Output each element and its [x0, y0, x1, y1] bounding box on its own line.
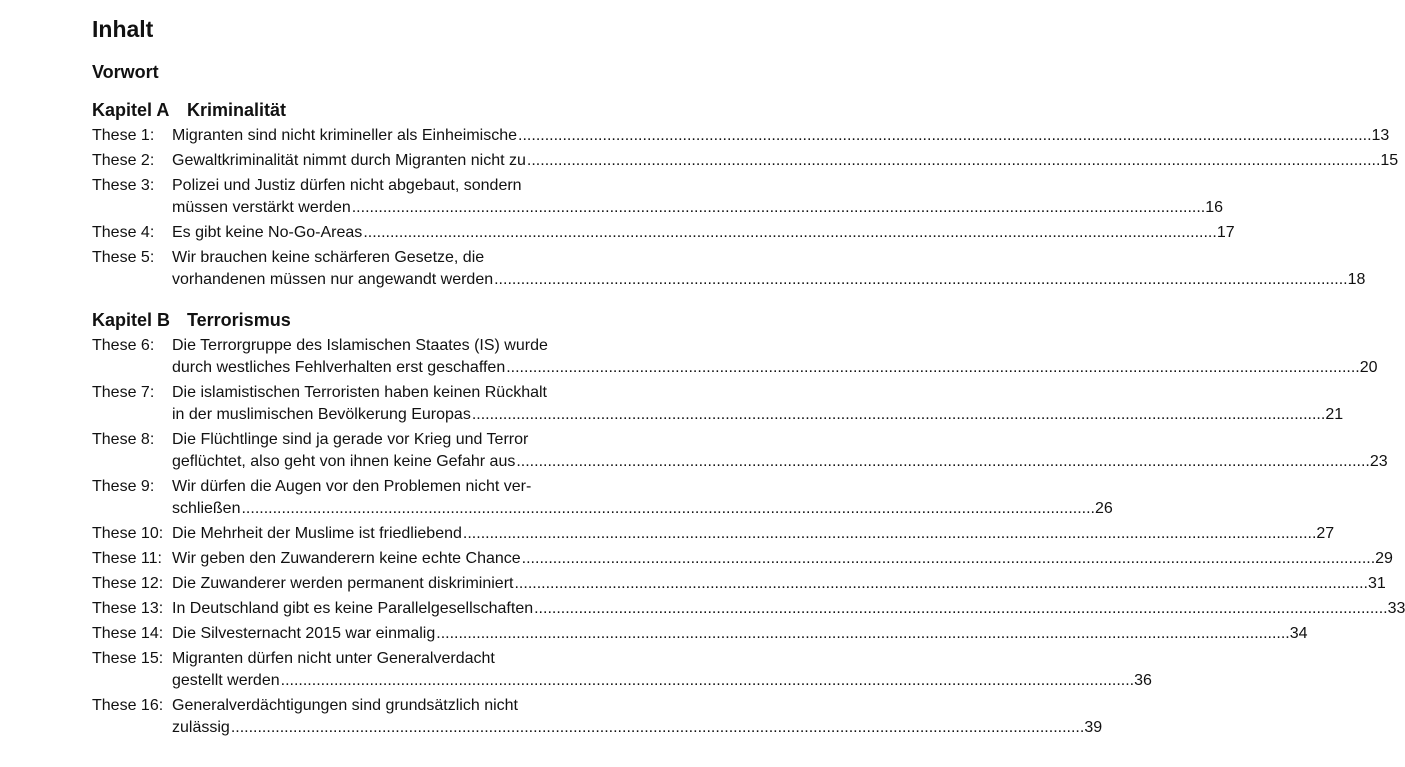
page-number: 15 [1380, 152, 1399, 169]
dot-leader [362, 222, 1217, 244]
thesis-line [172, 623, 1308, 645]
dot-leader [521, 548, 1376, 570]
thesis-line-text: Migranten dürfen nicht unter Generalverdacht [172, 650, 495, 667]
thesis-number: These 13: [92, 600, 164, 617]
chapter-number: Kapitel A [92, 100, 170, 120]
thesis-line [172, 175, 1223, 197]
chapter-title: Terrorismus [187, 310, 291, 330]
page-number: 17 [1216, 224, 1235, 241]
thesis-number: These 8: [92, 431, 155, 448]
thesis-number: These 6: [92, 337, 155, 354]
thesis-text [172, 429, 1388, 473]
thesis-text [172, 476, 1113, 520]
toc-title: Inhalt [92, 16, 154, 42]
thesis-line-text: Die islamistischen Terroristen haben keinen Rückhalt [172, 384, 547, 401]
thesis-line-text: Wir brauchen keine schärferen Gesetze, die [172, 249, 485, 266]
dot-leader [533, 598, 1388, 620]
thesis-line [172, 451, 1388, 473]
toc-entry [92, 598, 1405, 620]
thesis-line [172, 670, 1152, 692]
thesis-text [172, 573, 1386, 595]
dot-leader [515, 451, 1370, 473]
thesis-text [172, 648, 1152, 692]
page-number: 39 [1084, 719, 1103, 736]
thesis-text [172, 623, 1308, 645]
thesis-line-text: Die Silvesternacht 2015 war einmalig [172, 625, 436, 642]
toc-entry [92, 222, 1235, 244]
thesis-line [172, 382, 1343, 404]
thesis-text [172, 523, 1334, 545]
thesis-text [172, 382, 1343, 426]
thesis-line [172, 548, 1393, 570]
thesis-line [172, 573, 1386, 595]
thesis-text [172, 150, 1398, 172]
thesis-line-text: Migranten sind nicht krimineller als Einheimische [172, 127, 518, 144]
toc-entry [92, 695, 1103, 739]
thesis-line [172, 269, 1365, 291]
dot-leader [351, 197, 1206, 219]
page-number: 27 [1316, 525, 1335, 542]
page-number: 23 [1369, 453, 1388, 470]
thesis-number: These 4: [92, 224, 155, 241]
thesis-line-text: Es gibt keine No-Go-Areas [172, 224, 363, 241]
dot-leader [435, 623, 1290, 645]
page-number: 21 [1325, 406, 1344, 423]
thesis-text [172, 548, 1393, 570]
thesis-line-text: müssen verstärkt werden [172, 199, 351, 216]
thesis-number: These 7: [92, 384, 155, 401]
thesis-number: These 12: [92, 575, 164, 592]
thesis-text [172, 175, 1223, 219]
chapter-a-entries [92, 125, 1399, 294]
chapter-title: Kriminalität [187, 100, 287, 120]
page-number: 36 [1134, 672, 1152, 689]
thesis-text [172, 247, 1365, 291]
thesis-line [172, 717, 1102, 739]
toc-entry [92, 623, 1308, 645]
page-number: 31 [1367, 575, 1386, 592]
page-number: 26 [1094, 500, 1113, 517]
page-number: 20 [1359, 359, 1378, 376]
toc-entry [92, 382, 1344, 426]
thesis-line [172, 247, 1365, 269]
thesis-line-text: gestellt werden [172, 672, 280, 689]
thesis-line [172, 498, 1113, 520]
thesis-line-text: zulässig [172, 719, 230, 736]
toc-entry [92, 648, 1152, 692]
dot-leader [493, 269, 1348, 291]
page-number: 18 [1347, 271, 1366, 288]
dot-leader [505, 357, 1360, 379]
thesis-text [172, 125, 1389, 147]
thesis-line [172, 598, 1405, 620]
thesis-line-text: Gewaltkriminalität nimmt durch Migranten nicht zu [172, 152, 526, 169]
thesis-line-text: in der muslimischen Bevölkerung Europas [172, 406, 471, 423]
dot-leader [280, 670, 1135, 692]
toc-entry [92, 523, 1335, 545]
thesis-line-text: Generalverdächtigungen sind grundsätzlich nicht [172, 697, 518, 714]
toc-entry [92, 548, 1393, 570]
thesis-line [172, 357, 1378, 379]
toc-entry [92, 476, 1113, 520]
thesis-text [172, 695, 1102, 739]
toc-entry [92, 247, 1366, 291]
thesis-line-text: Die Mehrheit der Muslime ist friedliebend [172, 525, 462, 542]
thesis-line-text: geflüchtet, also geht von ihnen keine Gefahr aus [172, 453, 516, 470]
thesis-line-text: Die Zuwanderer werden permanent diskriminiert [172, 575, 514, 592]
thesis-number: These 14: [92, 625, 164, 642]
thesis-line [172, 429, 1388, 451]
thesis-line [172, 695, 1102, 717]
dot-leader [240, 498, 1095, 520]
thesis-text [172, 598, 1405, 620]
page-number: 13 [1371, 127, 1390, 144]
thesis-line-text: schließen [172, 500, 241, 517]
thesis-text [172, 222, 1235, 244]
thesis-line-text: vorhandenen müssen nur angewandt werden [172, 271, 494, 288]
thesis-line-text: Wir dürfen die Augen vor den Problemen nicht ver- [172, 478, 532, 495]
dot-leader [230, 717, 1085, 739]
thesis-text [172, 335, 1378, 379]
thesis-number: These 16: [92, 697, 164, 714]
toc-entry [92, 573, 1386, 595]
thesis-number: These 10: [92, 525, 164, 542]
toc-entry-vorwort: Vorwort [92, 62, 159, 82]
thesis-line [172, 648, 1152, 670]
chapter-number: Kapitel B [92, 310, 171, 330]
thesis-line-text: Polizei und Justiz dürfen nicht abgebaut, sondern [172, 177, 522, 194]
thesis-line [172, 335, 1378, 357]
thesis-line-text: Die Flüchtlinge sind ja gerade vor Krieg und Terror [172, 431, 529, 448]
page-number: 16 [1205, 199, 1224, 216]
toc-entry [92, 150, 1399, 172]
thesis-number: These 2: [92, 152, 155, 169]
dot-leader [517, 125, 1372, 147]
thesis-line-text: Wir geben den Zuwanderern keine echte Chance [172, 550, 521, 567]
toc-entry [92, 125, 1390, 147]
dot-leader [462, 523, 1317, 545]
thesis-line-text: Die Terrorgruppe des Islamischen Staates (IS) wurde [172, 337, 548, 354]
chapter-a-heading [92, 98, 286, 122]
page-number: 29 [1375, 550, 1393, 567]
thesis-line [172, 150, 1398, 172]
thesis-number: These 15: [92, 650, 164, 667]
thesis-line [172, 476, 1113, 498]
toc-entry [92, 335, 1378, 379]
thesis-line-text: durch westliches Fehlverhalten erst geschaffen [172, 359, 506, 376]
chapter-b-entries [92, 335, 1405, 742]
toc-entry [92, 175, 1224, 219]
page-number: 33 [1387, 600, 1405, 617]
toc-entry [92, 429, 1388, 473]
thesis-line [172, 523, 1334, 545]
dot-leader [471, 404, 1326, 426]
thesis-number: These 3: [92, 177, 155, 194]
thesis-number: These 9: [92, 478, 155, 495]
thesis-line-text: In Deutschland gibt es keine Parallelgesellschaften [172, 600, 534, 617]
page-number: 34 [1289, 625, 1308, 642]
thesis-line [172, 222, 1235, 244]
thesis-line [172, 197, 1223, 219]
thesis-line [172, 125, 1389, 147]
dot-leader [526, 150, 1381, 172]
chapter-b-heading [92, 308, 291, 332]
dot-leader [513, 573, 1368, 595]
thesis-number: These 5: [92, 249, 155, 266]
thesis-line [172, 404, 1343, 426]
thesis-number: These 11: [92, 550, 162, 567]
thesis-number: These 1: [92, 127, 155, 144]
